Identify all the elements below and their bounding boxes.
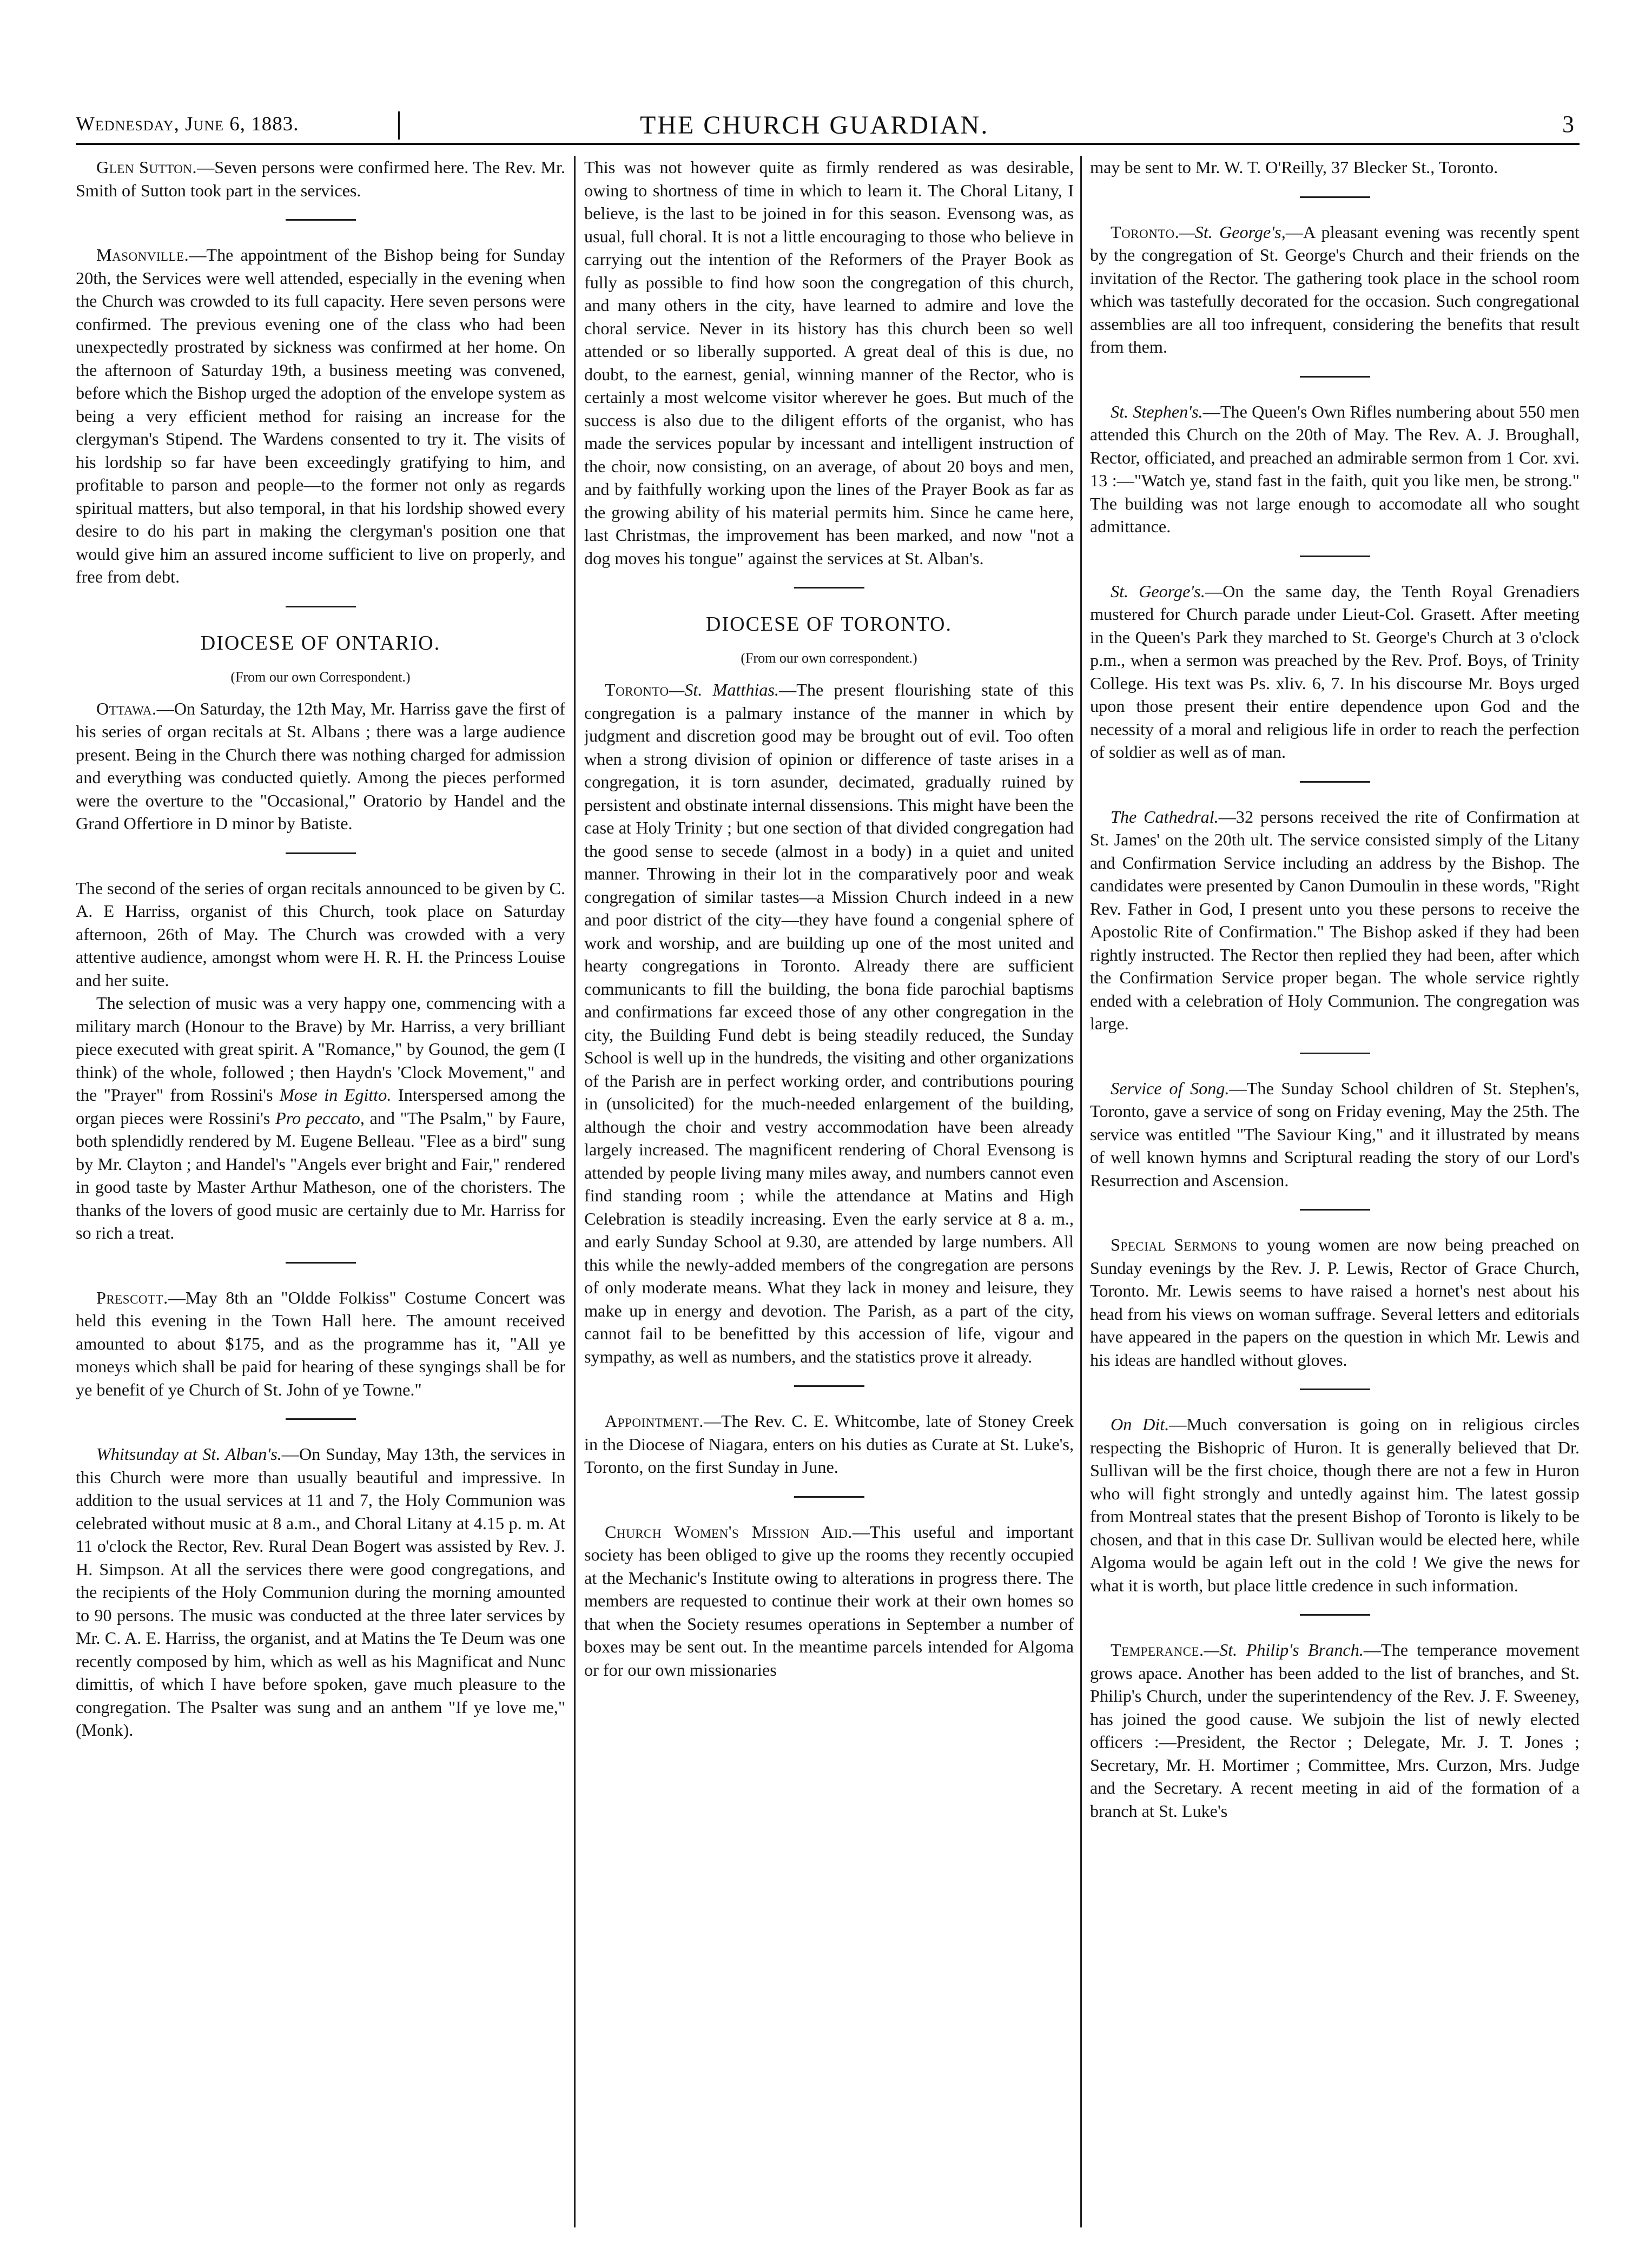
article-body: —The temperance movement grows apace. Another has been added to the list of branches, and St. Philip's Church, under the superintendency of the Rev. J. F. Sweeney, has joined the good cause. We subjoin the list of newly elected officers :—President, the Rector ; Delegate, Mr. J. T. Jones ; Secretary, Mr. H. Mortimer ; Committee, Mrs. Curzon, Mrs. Judge and the Secretary. A recent meeting in aid of the formation of a branch at St. Luke's	[1090, 1640, 1580, 1821]
separator-rule	[1300, 1209, 1370, 1211]
separator-rule	[1300, 781, 1370, 783]
column-rule	[1080, 156, 1082, 2227]
article-service-of-song	[1090, 1077, 1580, 1192]
article-special-sermons	[1090, 1233, 1580, 1371]
section-subheading: (From our own Correspondent.)	[230, 669, 411, 685]
article-appointment	[584, 1410, 1074, 1479]
separator-rule	[286, 1262, 356, 1264]
article-lead: Temperance.	[1111, 1640, 1204, 1659]
article-st-stephens	[1090, 400, 1580, 538]
article-glen-sutton	[76, 156, 565, 202]
article-body: to young women are now being preached on Sunday evenings by the Rev. J. P. Lewis, Rector of Grace Church, Toronto. Mr. Lewis seems to have raised a hornet's nest about his head from his views on woman suffrage. Several letters and editorials have appeared in the papers on the question in which Mr. Lewis and his ideas are handled without gloves.	[1090, 1235, 1580, 1370]
article-mission-aid-cont: may be sent to Mr. W. T. O'Reilly, 37 Blecker St., Toronto.	[1090, 157, 1498, 177]
article-whitsunday-cont: This was not however quite as firmly rendered as was desirable, owing to shortness of time in which to learn it. The Choral Litany, I believe, is the last to be joined in for this season. Evensong was, as usual, full choral. It is not a little encouraging to those who believe in carrying out the intention of the Reformers of the Prayer Book as fully as possible to find how soon the congregation of this church, and many others in the city, have learned to admire and love the choral service. Never in its history has this church been so well attended or so liberally supported. A great deal of this is due, no doubt, to the earnest, genial, winning manner of the Rector, who is certainly a most welcome visitor wherever he goes. But much of the success is also due to the diligent efforts of the organist, who has made the services popular by incessant and intelligent instruction of the choir, now consisting, on an average, of about 20 boys and men, and by faithfully working upon the lines of the Prayer Book as far as the growing ability of his material permits him. Since he came here, last Christmas, the improvement has been marked, and now "not a dog moves his tongue" against the services at St. Alban's.	[584, 157, 1074, 568]
article-italic: The Cathedral.	[1111, 806, 1219, 827]
article-italic: —St. Matthias.	[669, 680, 779, 699]
article-lead: Special Sermons	[1111, 1235, 1238, 1254]
column-3	[1090, 156, 1580, 2227]
article-body: —On Saturday, the 12th May, Mr. Harriss gave the first of his series of organ recitals at St. Albans ; there was a large audience present. Being in the Church there was nothing charged for admission and everything was conducted quietly. Among the pieces performed were the overture to the "Occasional," Oratorio by Handel and the Grand Offertiore in D minor by Batiste.	[76, 698, 565, 833]
article-body: —On the same day, the Tenth Royal Grenadiers mustered for Church parade under Lieut-Col. Grasett. After meeting in the Queen's Park they marched to St. George's Church at 3 o'clock p.m., when a sermon was preached by the Rev. Prof. Boys, of Trinity College. His text was Ps. xliv. 6, 7. In his discourse Mr. Boys urged upon those present their entire dependence upon God and the necessity of a moral and religious life in order to reach the perfection of soldier as well as of man.	[1090, 581, 1580, 762]
separator-rule	[286, 219, 356, 221]
article-body: —On Sunday, May 13th, the services in this Church were more than usually beautiful and impressive. In addition to the usual services at 11 and 7, the Holy Communion was celebrated without music at 8 a.m., and Choral Litany at 4.15 p. m. At 11 o'clock the Rector, Rev. Rural Dean Bogert was assisted by Rev. J. H. Simpson. At all the services there were good congregations, and the recipients of the Holy Communion during the morning amounted to 90 persons. The music was conducted at the three later services by Mr. C. A. E. Harriss, the organist, and at Matins the Te Deum was one recently composed by him, which as well as his Magnificat and Nunc dimittis, of which I have before spoken, gave much pleasure to the congregation. The Psalter was sung and an anthem "If ye love me," (Monk).	[76, 1444, 565, 1740]
article-italic: Pro peccato,	[275, 1108, 365, 1128]
article-body: —The appointment of the Bishop being for Sunday 20th, the Services were well attended, especially in the evening when the Church was crowded to its full capacity. Here seven persons were confirmed. The previous evening one of the class who had been unexpectedly prostrated by sickness was confirmed at her home. On the afternoon of Saturday 19th, a business meeting was convened, before which the Bishop urged the adoption of the envelope system as being a very efficient method for raising an increase for the clergyman's Stipend. The Wardens consented to try it. The visits of his lordship so far have been exceedingly gratifying to him, and profitable to parson and people—to the former not only as regards spiritual matters, but also temporal, in that his lordship showed every desire to do his part in making the clergyman's position one that would give him an assured income sufficient to live on properly, and free from debt.	[76, 245, 565, 586]
article-body: Interspersed among the organ pieces were Rossini's	[76, 1085, 565, 1128]
article-lead: Prescott.	[96, 1287, 168, 1307]
separator-rule	[794, 587, 864, 589]
article-lead: Church Women's Mission Aid.	[605, 1522, 853, 1542]
masthead	[76, 108, 1580, 145]
article-body: —May 8th an "Oldde Folkiss" Costume Concert was held this evening in the Town Hall here. The amount received amounted to about $175, and as the programme has it, "All ye moneys which shall be paid for hearing of these syngings shall be for ye benefit of ye Church of St. John of ye Towne."	[76, 1287, 565, 1399]
article-body: —A pleasant evening was recently spent by the congregation of St. George's Church and their friends on the invitation of the Rector. The gathering took place in the school room which was tastefully decorated for the occasion. Such congregational assemblies are all too infrequent, considering the benefits that result from them.	[1090, 222, 1580, 356]
article-st-georges-evening	[1090, 221, 1580, 359]
separator-rule	[1300, 1389, 1370, 1390]
masthead-divider	[398, 111, 400, 140]
article-masonville	[76, 243, 565, 589]
issue-date: Wednesday, June 6, 1883.	[76, 113, 299, 135]
article-whitsunday	[76, 1443, 565, 1742]
column-rule	[574, 156, 576, 2227]
separator-rule	[1300, 196, 1370, 198]
page-number: 3	[1562, 111, 1574, 137]
article-st-matthias	[584, 678, 1074, 1368]
separator-rule	[1300, 1614, 1370, 1616]
article-cathedral	[1090, 805, 1580, 1035]
article-italic: Service of Song.	[1111, 1078, 1230, 1098]
article-lead: Toronto	[605, 680, 669, 699]
article-lead: Appointment.	[605, 1411, 704, 1431]
separator-rule	[1300, 556, 1370, 557]
article-body: —The Rev. C. E. Whitcombe, late of Stoney Creek in the Diocese of Niagara, enters on his duties as Curate at St. Luke's, Toronto, on the first Sunday in June.	[584, 1411, 1074, 1477]
article-lead: Ottawa.	[96, 698, 157, 718]
column-2	[584, 156, 1074, 2227]
separator-rule	[286, 852, 356, 854]
article-mission-aid	[584, 1520, 1074, 1682]
separator-rule	[794, 1385, 864, 1387]
article-body: —Seven persons were confirmed here. The Rev. Mr. Smith of Sutton took part in the services.	[76, 157, 565, 200]
article-lead: Masonville.	[96, 245, 189, 265]
article-body: The selection of music was a very happy one, commencing with a military march (Honour to the Brave) by Mr. Harriss, a very brilliant piece executed with great spirit. A "Romance," by Gounod, the gem (I think) of the whole, followed ; then Haydn's 'Clock Movement," and the "Prayer" from Rossini's	[76, 993, 565, 1105]
article-temperance	[1090, 1638, 1580, 1822]
article-italic: —St. George's,	[1179, 222, 1286, 242]
article-on-dit	[1090, 1413, 1580, 1597]
article-body: —Much conversation is going on in religious circles respecting the Bishopric of Huron. It is generally believed that Dr. Sullivan will be the first choice, though there are not a few in Huron who will fight strongly and untedly against him. The latest gossip from Montreal states that the present Bishop of Toronto is likely to be chosen, and that in this case Dr. Sullivan would be elected here, while Algoma would be again left out in the cold ! We give the news for what it is worth, but place little credence in such information.	[1090, 1414, 1580, 1595]
column-1	[76, 156, 565, 2227]
separator-rule	[1300, 376, 1370, 378]
article-italic: St. George's.	[1111, 581, 1205, 601]
article-organ-recital: The second of the series of organ recitals announced to be given by C. A. E Harriss, organist of this Church, took place on Saturday afternoon, 26th of May. The Church was crowded with a very attentive audience, amongst whom were H. R. H. the Princess Louise and her suite.	[76, 878, 565, 990]
article-ottawa	[76, 697, 565, 835]
section-heading: DIOCESE OF TORONTO.	[706, 613, 952, 636]
article-body: —The Sunday School children of St. Stephen's, Toronto, gave a service of song on Friday evening, May the 25th. The service was entitled "The Saviour King," and it illustrated by means of well known hymns and Scriptural reading the story of our Lord's Resurrection and Ascension.	[1090, 1078, 1580, 1190]
article-prescott	[76, 1286, 565, 1401]
separator-rule	[286, 606, 356, 607]
section-subheading: (From our own correspondent.)	[741, 650, 917, 666]
article-lead: Glen Sutton.	[96, 157, 197, 177]
separator-rule	[1300, 1053, 1370, 1054]
article-organ-recital-cont	[76, 991, 565, 1245]
article-italic: St. Stephen's.	[1111, 401, 1203, 421]
article-italic: Whitsunday at St. Alban's.	[96, 1444, 282, 1464]
article-body: and "The Psalm," by Faure, both splendidly rendered by M. Eugene Belleau. "Flee as a bird" sung by Mr. Clayton ; and Handel's "Angels ever bright and Fair," rendered in good taste by Master Arthur Matheson, one of the choristers. The thanks of the lovers of good music are certainly due to Mr. Harriss for so rich a treat.	[76, 1108, 565, 1242]
separator-rule	[794, 1496, 864, 1498]
article-italic: —St. Philip's Branch.	[1204, 1640, 1364, 1659]
article-st-georges-parade	[1090, 580, 1580, 764]
article-body: —The present flourishing state of this congregation is a palmary instance of the manner in which by judgment and discretion good may be brought out of evil. Too often when a strong division of opinion or difference of taste arises in a congregation, it is torn asunder, decimated, gradually ruined by persistent and obstinate internal dissensions. This might have been the case at Holy Trinity ; but one section of that divided congregation had the good sense to secede (almost in a body) in a quiet and united manner. Throwing in their lot in the comparatively poor and weak congregation of similar tastes—a Mission Church indeed in a new and poor district of the city—they have found a congenial sphere of work and worship, and are building up one of the most united and hearty congregations in Toronto. Already there are sufficient communicants to fill the building, the bona fide parochial baptisms and confirmations far exceed those of any other congregation in the city, the Building Fund debt is being steadily reduced, the Sunday School is well up in the hundreds, the visiting and other organizations of the Parish are in perfect working order, and contributions pouring in (unsolicited) for the much-needed enlargement of the building, although the choir and vestry accommodation have been already largely increased. The magnificent rendering of Choral Evensong is attended by people living many miles away, and numbers cannot even find standing room ; while the attendance at Matins and High Celebration is steadily increasing. Even the early service at 8 a. m., and early Sunday School at 9.30, are attended by large numbers. All this while the newly-added members of the congregation are persons of only moderate means. What they lack in money and leisure, they make up in energy and devotion. The Parish, as a part of the city, cannot fail to be benefitted by this accession of life, vigour and sympathy, as well as numbers, and the statistics prove it already.	[584, 680, 1074, 1366]
article-body: —The Queen's Own Rifles numbering about 550 men attended this Church on the 20th of May. The Rev. A. J. Broughall, Rector, officiated, and preached an admirable sermon from 1 Cor. xvi. 13 :—"Watch ye, stand fast in the faith, quit you like men, be strong." The building was not large enough to accomodate all who sought admittance.	[1090, 401, 1580, 536]
article-lead: Toronto.	[1111, 222, 1180, 242]
article-italic: Mose in Egitto.	[279, 1085, 392, 1105]
separator-rule	[286, 1418, 356, 1420]
section-heading: DIOCESE OF ONTARIO.	[200, 631, 441, 654]
newspaper-title: THE CHURCH GUARDIAN.	[640, 111, 989, 140]
article-body: —This useful and important society has been obliged to give up the rooms they recently occupied at the Mechanic's Institute owing to alterations in progress there. The members are requested to continue their work at their own homes so that when the Society resumes operations in September a number of boxes may be sent out. In the meantime parcels intended for Algoma or for our own missionaries	[584, 1522, 1074, 1680]
article-italic: On Dit.	[1111, 1414, 1169, 1434]
article-body: —32 persons received the rite of Confirmation at St. James' on the 20th ult. The service consisted simply of the Litany and Confirmation Service including an address by the Bishop. The candidates were presented by Canon Dumoulin in these words, "Right Rev. Father in God, I present unto you these persons to receive the Apostolic Rite of Confirmation." The Bishop asked if they had been rightly instructed. The Rector then replied they had been, after which the Confirmation Service proper began. The whole service rightly ended with a celebration of Holy Communion. The congregation was large.	[1090, 806, 1580, 1033]
